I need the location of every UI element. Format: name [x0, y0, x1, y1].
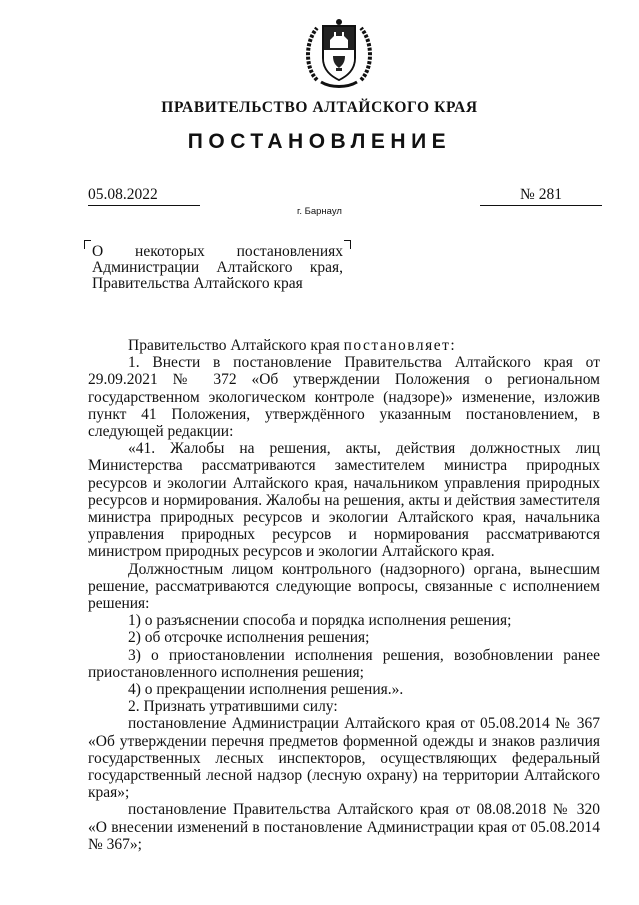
coat-of-arms-emblem: [303, 14, 375, 94]
document-date: 05.08.2022: [88, 186, 200, 206]
city: г. Барнаул: [297, 206, 342, 217]
body-paragraph: [88, 337, 600, 354]
body-paragraph: «41. Жалобы на решения, акты, действия должностных лиц Министерства рассматриваются заместителем министра природных ресурсов и экологии Алтайского края, начальником управления природных ресурсов и нормирования. Жалобы на решения, акты и действия заместителя министра природных ресурсов и экологии Алтайского края, начальника управления природных ресурсов и нормирования рассматриваются министром природных ресурсов и экологии Алтайского края.: [88, 440, 600, 561]
document-body: [88, 337, 600, 853]
body-paragraph: Должностным лицом контрольного (надзорного) органа, вынесшим решение, рассматриваются следующие вопросы, связанные с исполнением решения:: [88, 560, 600, 613]
body-paragraph: постановление Администрации Алтайского края от 05.08.2014 № 367 «Об утверждении перечня предметов форменной одежды и знаков различия государственных лесных инспекторов, осуществляющих федеральный государственный лесной надзор (лесную охрану) на территории Алтайского края»;: [88, 715, 600, 802]
document-type: ПОСТАНОВЛЕНИЕ: [187, 130, 452, 153]
document-number: № 281: [480, 186, 602, 206]
body-lead: Правительство Алтайского края: [128, 337, 344, 354]
body-paragraph: 2. Признать утратившими силу:: [128, 698, 338, 716]
subject-bracket-right: [344, 240, 351, 249]
document-subject: О некоторых постановлениях Администрации Алтайского края, Правительства Алтайского края: [92, 243, 343, 292]
body-paragraph: 1) о разъяснении способа и порядка исполнения решения;: [128, 612, 512, 630]
body-lead-spaced: постановляет:: [343, 337, 457, 354]
body-paragraph: 3) о приостановлении исполнения решения, возобновлении ранее приостановленного исполнения решения;: [88, 646, 600, 681]
subject-bracket-left: [84, 240, 91, 249]
body-paragraph: постановление Правительства Алтайского края от 08.08.2018 № 320 «О внесении изменений в постановление Администрации края от 05.08.2014 № 367»;: [88, 801, 600, 853]
body-paragraph: 2) об отсрочке исполнения решения;: [128, 629, 370, 647]
body-paragraph: 4) о прекращении исполнения решения.».: [128, 681, 404, 699]
organization-name: ПРАВИТЕЛЬСТВО АЛТАЙСКОГО КРАЯ: [161, 99, 478, 116]
body-paragraph: 1. Внести в постановление Правительства Алтайского края от 29.09.2021 № 372 «Об утверждении Положения о региональном государственном экологическом контроле (надзоре)» изменение, изложив пункт 41 Положения, утверждённого указанным постановлением, в следующей редакции:: [88, 354, 600, 441]
